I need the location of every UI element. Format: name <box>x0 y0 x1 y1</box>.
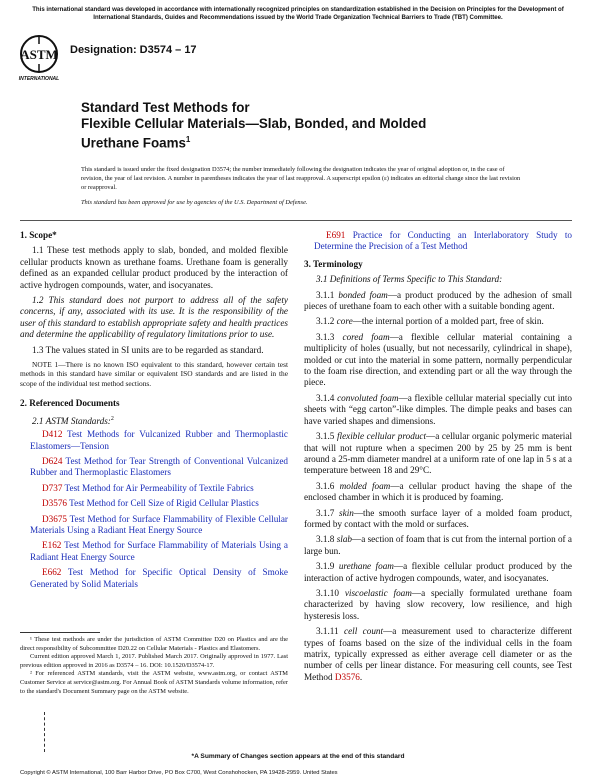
def-term: cell count <box>344 626 384 637</box>
issued-note: This standard is issued under the fixed designation D3574; the number immediately following the designation indicates the year of original adoption or, in the case of revision, the year of last revision. A number in parentheses indicates the year of last reapproval. A superscript epsilon (ε) indicates an editorial change since the last revision or reapproval. <box>81 166 521 191</box>
reference-e662[interactable] <box>20 567 288 590</box>
def-num: 3.1.4 <box>316 392 338 403</box>
title-line-2: Flexible Cellular Materials—Slab, Bonded, and Molded <box>81 116 427 131</box>
reference-title[interactable]: Test Method for Tear Strength of Conventional Vulcanized Rubber and Thermoplastic Elastomers <box>30 455 288 478</box>
reference-code[interactable]: D412 <box>42 429 68 440</box>
def-text: —a flexible cellular material containing a multiplicity of holes (usually, but not necessarily, cylindrical in shape), molded or cut into the material in some pattern, normally perpendicular to the foam rise direction, and extending part or all the way through the piece. <box>304 331 573 388</box>
reference-code[interactable]: E662 <box>42 567 68 578</box>
def-term: skin <box>339 507 354 518</box>
scope-1-2: 1.2 This standard does not purport to address all of the safety concerns, if any, associated with its use. It is the responsibility of the user of this standard to establish appropriate safety and health practices and determine the applicability of regulatory limitations prior to use. <box>20 295 288 340</box>
def-term: molded foam <box>339 480 391 491</box>
reference-list <box>20 429 288 590</box>
scope-note-1: NOTE 1—There is no known ISO equivalent to this standard, however certain test methods in this standard have similar or equivalent ISO standards and are listed in the scope of the individual test method sections. <box>20 360 288 388</box>
reference-d624[interactable] <box>20 456 288 479</box>
divider <box>20 220 572 221</box>
footnote-1: ¹ These test methods are under the jurisdiction of ASTM Committee D20 on Plastics and are the direct responsibility of Subcommittee D20.22 on Cellular Materials - Plastics and Elastomers. <box>20 636 288 652</box>
def-text: —a product produced by the adhesion of small pieces of urethane foam to each other with a suitable bonding agent. <box>304 289 573 312</box>
logo-caption: INTERNATIONAL <box>18 76 60 82</box>
copyright: Copyright © ASTM International, 100 Barr Harbor Drive, PO Box C700, West Conshohocken, PA 19428-2959. United States <box>20 770 338 776</box>
reference-list-continued <box>304 230 572 253</box>
def-num: 3.1.8 <box>316 534 337 545</box>
reference-e162[interactable] <box>20 540 288 563</box>
def-num: 3.1.5 <box>316 431 337 442</box>
def-num: 3.1.6 <box>316 480 340 491</box>
scope-1-3: 1.3 The values stated in SI units are to be regarded as standard. <box>32 344 264 355</box>
reference-title[interactable]: Test Method for Specific Optical Density of Smoke Generated by Solid Materials <box>30 567 288 589</box>
definition-3-1-2 <box>304 316 572 327</box>
definition-3-1-4 <box>304 393 572 427</box>
designation: Designation: D3574 – 17 <box>70 44 197 56</box>
title-footnote-mark: 1 <box>185 135 191 144</box>
def-text: —a section of foam that is cut from the internal portion of a large bun. <box>304 534 572 556</box>
summary-note: *A Summary of Changes section appears at the end of this standard <box>191 753 405 760</box>
def-text: —a specially formulated urethane foam characterized by having slow recovery, low resilience, and high hysteresis loss. <box>304 587 572 621</box>
reference-code[interactable]: D624 <box>42 455 66 466</box>
document-title <box>81 100 521 151</box>
top-note: This international standard was developed in accordance with internationally recognized principles on standardization established in the Decision on Principles for the Development of International Standards, Guides and Recommendations issued by the World Trade Organization Technical Barriers to Trade (TBT) Committee. <box>32 6 564 21</box>
scope-heading: 1. Scope* <box>20 230 57 240</box>
reference-title[interactable]: Practice for Conducting an Interlaboratory Study to Determine the Precision of a Test Method <box>314 230 572 252</box>
definition-3-1-8 <box>304 534 572 557</box>
def-text: —the internal portion of a molded part, free of skin. <box>352 316 544 327</box>
def-num: 3.1.3 <box>316 331 343 342</box>
footnote-2: ² For referenced ASTM standards, visit the ASTM website, www.astm.org, or contact ASTM Customer Service at service@astm.org. For Annual Book of ASTM Standards volume information, refer to the standard's Document Summary page on the ASTM website. <box>20 670 288 695</box>
def-text: —a flexible cellular product produced by the interaction of active hydrogen compounds, water, and isocyanates. <box>304 561 573 583</box>
d3576-link[interactable]: D3576 <box>334 671 360 682</box>
dashed-margin-marker <box>44 712 45 752</box>
def-text: —a flexible cellular material specially cut into sheets with “egg carton”-like dimples. The dimple peaks and bases can have varied shapes and dimensions. <box>304 392 573 426</box>
definition-3-1-10 <box>304 588 572 622</box>
svg-text:ASTM: ASTM <box>20 47 58 62</box>
reference-code[interactable]: D737 <box>42 482 65 493</box>
refs-heading: 2. Referenced Documents <box>20 398 120 409</box>
title-line-1: Standard Test Methods for <box>81 100 250 115</box>
reference-title[interactable]: Test Method for Surface Flammability of Flexible Cellular Materials Using a Radiant Heat Energy Source <box>30 513 288 535</box>
reference-e691[interactable] <box>304 230 572 253</box>
title-line-3-text: Urethane Foams <box>81 135 186 151</box>
terminology-heading: 3. Terminology <box>304 258 363 269</box>
reference-code[interactable]: E162 <box>42 540 65 551</box>
definition-3-1-11 <box>304 626 572 683</box>
definitions-list <box>304 290 572 623</box>
def-term: bonded foam <box>338 289 388 300</box>
reference-code[interactable]: E691 <box>326 230 353 240</box>
refs-sub <box>20 414 288 427</box>
def-text: —a cellular organic polymeric material that will not rupture when a specimen 200 by 25 by 25 mm is bent around a 25-mm diameter mandrel at a uniform rate of one lap in 5 s at a temperature between 18 and 29°C. <box>304 431 572 476</box>
reference-title[interactable]: Test Method for Air Permeability of Textile Fabrics <box>64 482 254 493</box>
astm-logo-icon <box>19 34 59 82</box>
footnotes <box>20 636 288 696</box>
definition-3-1-7 <box>304 508 572 531</box>
definition-3-1-3 <box>304 332 572 389</box>
reference-d3675[interactable] <box>20 514 288 537</box>
def-term: core <box>336 316 353 327</box>
def-num: 3.1.11 <box>316 626 339 637</box>
left-column <box>20 230 288 594</box>
def-text: —a measurement used to characterize different types of foams based on the size of the individual cells in the foam matrix, typically expressed as either average cell diameter or as the number of cells per linear distance. For measuring cell counts, see Test Method <box>304 626 572 682</box>
approved-note: This standard has been approved for use by agencies of the U.S. Department of Defense. <box>81 199 308 206</box>
def-text: —a cellular product having the shape of the enclosed chamber in which it is produced by foaming. <box>304 480 573 503</box>
def-num: 3.1.2 <box>316 316 337 327</box>
title-line-3 <box>81 132 521 151</box>
reference-title[interactable]: Test Method for Cell Size of Rigid Cellular Plastics <box>69 498 259 509</box>
def-num: 3.1.7 <box>316 507 340 518</box>
def-term: cored foam <box>342 331 390 342</box>
reference-d412[interactable] <box>20 429 288 452</box>
def-end: . <box>359 671 363 682</box>
refs-sub-mark: 2 <box>110 415 114 422</box>
def-term: convoluted foam <box>337 392 399 403</box>
def-num: 3.1.10 <box>316 587 345 598</box>
reference-d3576[interactable] <box>20 498 288 509</box>
definition-3-1-5 <box>304 431 572 477</box>
def-term: flexible cellular product <box>336 431 427 442</box>
terminology-sub: 3.1 Definitions of Terms Specific to This Standard: <box>316 274 503 285</box>
def-num: 3.1.1 <box>316 289 339 300</box>
def-num: 3.1.9 <box>316 561 339 572</box>
def-text: —the smooth surface layer of a molded foam product, formed by contact with the mold or surfaces. <box>304 507 573 529</box>
reference-title[interactable]: Test Method for Surface Flammability of Materials Using a Radiant Heat Energy Source <box>30 540 288 562</box>
definition-3-1-9 <box>304 561 572 584</box>
refs-sub-text: 2.1 ASTM Standards: <box>32 415 111 426</box>
def-term: viscoelastic foam <box>344 587 412 598</box>
footnote-rule <box>20 632 100 633</box>
def-term: slab <box>336 534 353 545</box>
definition-3-1-6 <box>304 481 572 504</box>
footnote-1b: Current edition approved March 1, 2017. Published March 2017. Originally approved in 1977. Last previous edition approved in 2016 as D3574 – 16. DOI: 10.1520/D3574-17. <box>20 653 288 669</box>
reference-code[interactable]: D3576 <box>42 498 70 509</box>
def-term: urethane foam <box>338 561 394 572</box>
right-column <box>304 230 572 687</box>
reference-code[interactable]: D3675 <box>42 513 70 524</box>
scope-1-1: 1.1 These test methods apply to slab, bonded, and molded flexible cellular products known as urethane foams. Urethane foam is generally defined as an expanded cellular product produced by the interaction of active hydrogen compounds, water, and isocyanates. <box>20 245 288 290</box>
reference-title[interactable]: Test Methods for Vulcanized Rubber and Thermoplastic Elastomers—Tension <box>30 429 289 451</box>
reference-d737[interactable] <box>20 483 288 494</box>
definition-3-1-1 <box>304 290 572 313</box>
